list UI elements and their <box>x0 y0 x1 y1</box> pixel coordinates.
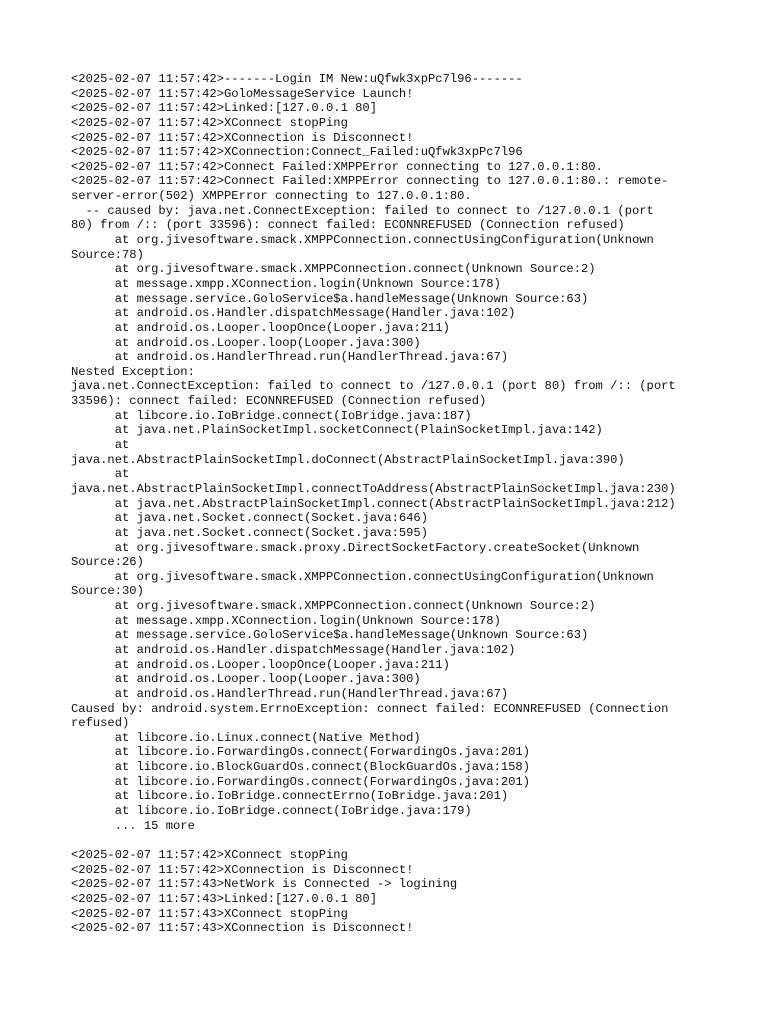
log-line: at message.service.GoloService$a.handleMessage(Unknown Source:63) <box>71 628 589 643</box>
log-line: Nested Exception: <box>71 364 195 379</box>
log-line: ... 15 more <box>71 818 195 833</box>
log-line: refused) <box>71 716 130 731</box>
log-line: <2025-02-07 11:57:42>Connect Failed:XMPPError connecting to 127.0.0.1:80.: remote- <box>71 174 669 189</box>
log-line: at libcore.io.IoBridge.connect(IoBridge.java:179) <box>71 804 472 819</box>
log-line: Source:26) <box>71 555 144 570</box>
log-document <box>71 72 711 936</box>
log-line: 80) from /:: (port 33596): connect failed: ECONNREFUSED (Connection refused) <box>71 218 625 233</box>
log-line: <2025-02-07 11:57:43>Linked:[127.0.0.1 80] <box>71 891 377 906</box>
log-line: at org.jivesoftware.smack.XMPPConnection.connectUsingConfiguration(Unknown <box>71 569 654 584</box>
log-line: at android.os.Looper.loop(Looper.java:300) <box>71 672 421 687</box>
log-line: Source:30) <box>71 584 144 599</box>
log-line: at android.os.Handler.dispatchMessage(Handler.java:102) <box>71 306 516 321</box>
log-line: <2025-02-07 11:57:42>XConnection:Connect_Failed:uQfwk3xpPc7l96 <box>71 145 523 160</box>
log-line: <2025-02-07 11:57:42>XConnect stopPing <box>71 847 348 862</box>
log-line: <2025-02-07 11:57:42>GoloMessageService Launch! <box>71 86 414 101</box>
log-line: <2025-02-07 11:57:42>XConnection is Disconnect! <box>71 130 414 145</box>
log-line: at message.xmpp.XConnection.login(Unknown Source:178) <box>71 613 501 628</box>
log-line: at org.jivesoftware.smack.XMPPConnection.connect(Unknown Source:2) <box>71 599 596 614</box>
log-line: at android.os.HandlerThread.run(HandlerThread.java:67) <box>71 686 509 701</box>
log-line: at <box>71 467 130 482</box>
log-line: java.net.ConnectException: failed to connect to /127.0.0.1 (port 80) from /:: (port <box>71 379 676 394</box>
log-text-block <box>71 72 711 936</box>
log-line: at android.os.HandlerThread.run(HandlerThread.java:67) <box>71 350 509 365</box>
log-line: server-error(502) XMPPError connecting to 127.0.0.1:80. <box>71 189 472 204</box>
log-line: at org.jivesoftware.smack.proxy.DirectSocketFactory.createSocket(Unknown <box>71 540 640 555</box>
log-line: java.net.AbstractPlainSocketImpl.doConnect(AbstractPlainSocketImpl.java:390) <box>71 452 625 467</box>
log-line: at android.os.Looper.loop(Looper.java:300) <box>71 335 421 350</box>
log-line: <2025-02-07 11:57:42>XConnect stopPing <box>71 115 348 130</box>
log-line: at java.net.Socket.connect(Socket.java:646) <box>71 511 428 526</box>
log-line: at <box>71 438 130 453</box>
log-line: Caused by: android.system.ErrnoException: connect failed: ECONNREFUSED (Connection <box>71 701 669 716</box>
log-line: <2025-02-07 11:57:43>XConnection is Disconnect! <box>71 921 414 936</box>
log-line: <2025-02-07 11:57:42>XConnection is Disconnect! <box>71 862 414 877</box>
log-line: at message.xmpp.XConnection.login(Unknown Source:178) <box>71 276 501 291</box>
log-line: at libcore.io.ForwardingOs.connect(ForwardingOs.java:201) <box>71 745 530 760</box>
log-line: 33596): connect failed: ECONNREFUSED (Connection refused) <box>71 394 487 409</box>
log-line: at java.net.Socket.connect(Socket.java:595) <box>71 525 428 540</box>
log-line: at libcore.io.IoBridge.connectErrno(IoBridge.java:201) <box>71 789 509 804</box>
log-line: <2025-02-07 11:57:43>NetWork is Connected -> logining <box>71 877 458 892</box>
log-line: at org.jivesoftware.smack.XMPPConnection.connectUsingConfiguration(Unknown <box>71 233 654 248</box>
log-line: <2025-02-07 11:57:42>-------Login IM New:uQfwk3xpPc7l96------- <box>71 72 523 86</box>
log-line: <2025-02-07 11:57:42>Connect Failed:XMPPError connecting to 127.0.0.1:80. <box>71 159 603 174</box>
log-line: Source:78) <box>71 247 144 262</box>
log-line: at message.service.GoloService$a.handleMessage(Unknown Source:63) <box>71 291 589 306</box>
log-line: at libcore.io.IoBridge.connect(IoBridge.java:187) <box>71 408 472 423</box>
log-line: <2025-02-07 11:57:43>XConnect stopPing <box>71 906 348 921</box>
log-line: -- caused by: java.net.ConnectException: failed to connect to /127.0.0.1 (port <box>71 203 654 218</box>
log-line: at libcore.io.BlockGuardOs.connect(BlockGuardOs.java:158) <box>71 760 530 775</box>
log-line: at libcore.io.ForwardingOs.connect(ForwardingOs.java:201) <box>71 774 530 789</box>
log-line: at java.net.PlainSocketImpl.socketConnect(PlainSocketImpl.java:142) <box>71 423 603 438</box>
log-line: at org.jivesoftware.smack.XMPPConnection.connect(Unknown Source:2) <box>71 262 596 277</box>
log-line: <2025-02-07 11:57:42>Linked:[127.0.0.1 80] <box>71 101 377 116</box>
blank-line <box>71 833 711 848</box>
log-line: at android.os.Looper.loopOnce(Looper.java:211) <box>71 320 450 335</box>
log-line: java.net.AbstractPlainSocketImpl.connectToAddress(AbstractPlainSocketImpl.java:230) <box>71 481 676 496</box>
log-line: at libcore.io.Linux.connect(Native Method) <box>71 730 421 745</box>
log-line: at android.os.Handler.dispatchMessage(Handler.java:102) <box>71 642 516 657</box>
log-line: at android.os.Looper.loopOnce(Looper.java:211) <box>71 657 450 672</box>
log-line: at java.net.AbstractPlainSocketImpl.connect(AbstractPlainSocketImpl.java:212) <box>71 496 676 511</box>
